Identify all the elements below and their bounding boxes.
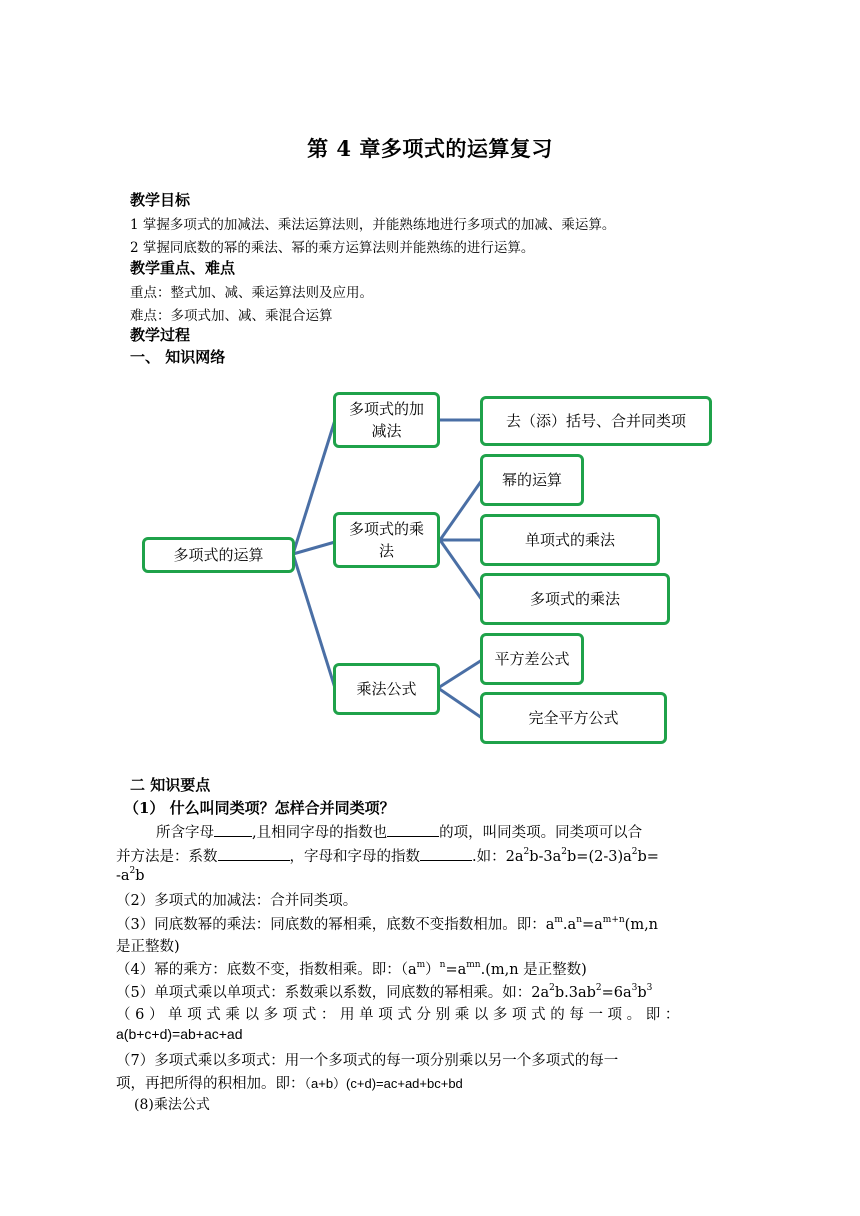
blank-3 xyxy=(218,846,290,861)
edge-root-multiply xyxy=(293,542,335,554)
item7-formula: （a+b）(c+d)=ac+ad+bc+bd xyxy=(304,1076,463,1091)
p2-d: b-3a xyxy=(529,849,562,865)
sup: n xyxy=(439,960,446,971)
sup: mn xyxy=(466,960,481,971)
edge-multiply-poly xyxy=(440,540,482,600)
edge-multiply-power xyxy=(440,480,482,540)
item7-b: 项，再把所得的积相加。即： xyxy=(116,1076,305,1092)
item5-a: （5）单项式乘以单项式：系数乘以系数，同底数的幂相乘。如：2a xyxy=(116,985,550,1001)
knowledge-network-diagram xyxy=(0,380,860,760)
item-7-line-2 xyxy=(116,1072,463,1093)
paragraph-1-line-1 xyxy=(156,821,642,842)
knowledge-network-heading: 一、 知识网络 xyxy=(130,348,226,366)
sup: 3 xyxy=(631,983,638,994)
item-3-line-2: 是正整数) xyxy=(116,939,180,955)
p2-a: 并方法是：系数 xyxy=(116,849,218,865)
p3-a: -a xyxy=(116,868,130,884)
page-title: 第 4 章多项式的运算复习 xyxy=(307,136,553,161)
item5-d: b xyxy=(637,985,647,1001)
item-5 xyxy=(116,981,652,1002)
p1-a: 所含字母 xyxy=(156,825,214,841)
item3-b: .a xyxy=(562,917,577,933)
node-perfect-square: 完全平方公式 xyxy=(480,692,667,744)
blank-1 xyxy=(214,822,252,837)
node-add-sub-leaf: 去（添）括号、合并同类项 xyxy=(480,396,712,446)
edge-root-addsub xyxy=(293,420,335,554)
p3-b: b xyxy=(135,868,145,884)
difficulty-text: 难点：多项式加、减、乘混合运算 xyxy=(130,308,333,324)
objective-1: 1 掌握多项式的加减法、乘法运算法则，并能熟练地进行多项式的加减、乘运算。 xyxy=(130,217,616,233)
process-heading: 教学过程 xyxy=(130,326,191,344)
item3-a: （3）同底数幂的乘法：同底数的幂相乘，底数不变指数相加。即：a xyxy=(116,917,555,933)
p2-c: .如：2a xyxy=(472,849,524,865)
item-2: （2）多项式的加减法：合并同类项。 xyxy=(116,893,358,909)
blank-4 xyxy=(420,846,472,861)
sup: 3 xyxy=(646,983,653,994)
p1-c: 的项，叫同类项。同类项可以合 xyxy=(439,825,643,841)
edge-formulas-perfect xyxy=(438,688,482,718)
question-1: （1） 什么叫同类项？怎样合并同类项？ xyxy=(124,799,395,817)
sup: 2 xyxy=(523,847,530,858)
p2-b: ，字母和字母的指数 xyxy=(289,849,420,865)
p2-f: b= xyxy=(637,849,659,865)
sup: 2 xyxy=(595,983,602,994)
node-diff-squares: 平方差公式 xyxy=(480,633,584,685)
sup: m+n xyxy=(602,915,625,926)
p1-b: ,且相同字母的指数也 xyxy=(252,825,388,841)
sup: 2 xyxy=(631,847,638,858)
knowledge-points-heading: 二 知识要点 xyxy=(130,776,211,794)
item4-b: ） xyxy=(425,962,440,978)
item3-c: =a xyxy=(581,917,603,933)
item4-a: （4）幂的乘方：底数不变，指数相乘。即：（a xyxy=(116,962,417,978)
item-6-line-1: （ 6 ） 单 项 式 乘 以 多 项 式 ： 用 单 项 式 分 别 乘 以 多 项 式 的 每 一 项 。 即 ： xyxy=(116,1007,680,1023)
item-4 xyxy=(116,958,587,979)
blank-2 xyxy=(387,822,439,837)
node-add-sub: 多项式的加减法 xyxy=(333,392,440,448)
focus-text: 重点：整式加、减、乘运算法则及应用。 xyxy=(130,285,373,301)
sup: 2 xyxy=(129,866,136,877)
item4-c: =a xyxy=(445,962,467,978)
paragraph-1-line-3 xyxy=(116,868,145,884)
sup: 2 xyxy=(561,847,568,858)
item-3-line-1 xyxy=(116,913,658,934)
item5-c: =6a xyxy=(601,985,632,1001)
objectives-heading: 教学目标 xyxy=(130,191,191,209)
edge-formulas-diff xyxy=(438,660,482,688)
node-poly-mult: 多项式的乘法 xyxy=(480,573,670,625)
node-formulas: 乘法公式 xyxy=(333,663,440,715)
p2-e: b=(2-3)a xyxy=(567,849,632,865)
item3-d: (m,n xyxy=(624,917,659,933)
edge-root-formulas xyxy=(293,554,335,688)
node-power-ops: 幂的运算 xyxy=(480,454,584,506)
node-mono-mult: 单项式的乘法 xyxy=(480,514,660,566)
item-8: (8)乘法公式 xyxy=(134,1097,210,1113)
item-6-formula: a(b+c+d)=ab+ac+ad xyxy=(116,1026,243,1042)
item5-b: b.3ab xyxy=(554,985,596,1001)
sup: m xyxy=(554,915,563,926)
key-points-heading: 教学重点、难点 xyxy=(130,259,236,277)
sup: m xyxy=(416,960,426,971)
objective-2: 2 掌握同底数的幂的乘法、幂的乘方运算法则并能熟练的进行运算。 xyxy=(130,240,535,256)
paragraph-1-line-2 xyxy=(116,845,659,866)
sup: n xyxy=(576,915,582,926)
item4-d: .(m,n 是正整数) xyxy=(480,962,587,978)
node-root: 多项式的运算 xyxy=(142,537,295,573)
sup: 2 xyxy=(549,983,555,994)
item-7-line-1: （7）多项式乘以多项式：用一个多项式的每一项分别乘以另一个多项式的每一 xyxy=(116,1053,619,1069)
node-multiply: 多项式的乘法 xyxy=(333,512,440,568)
